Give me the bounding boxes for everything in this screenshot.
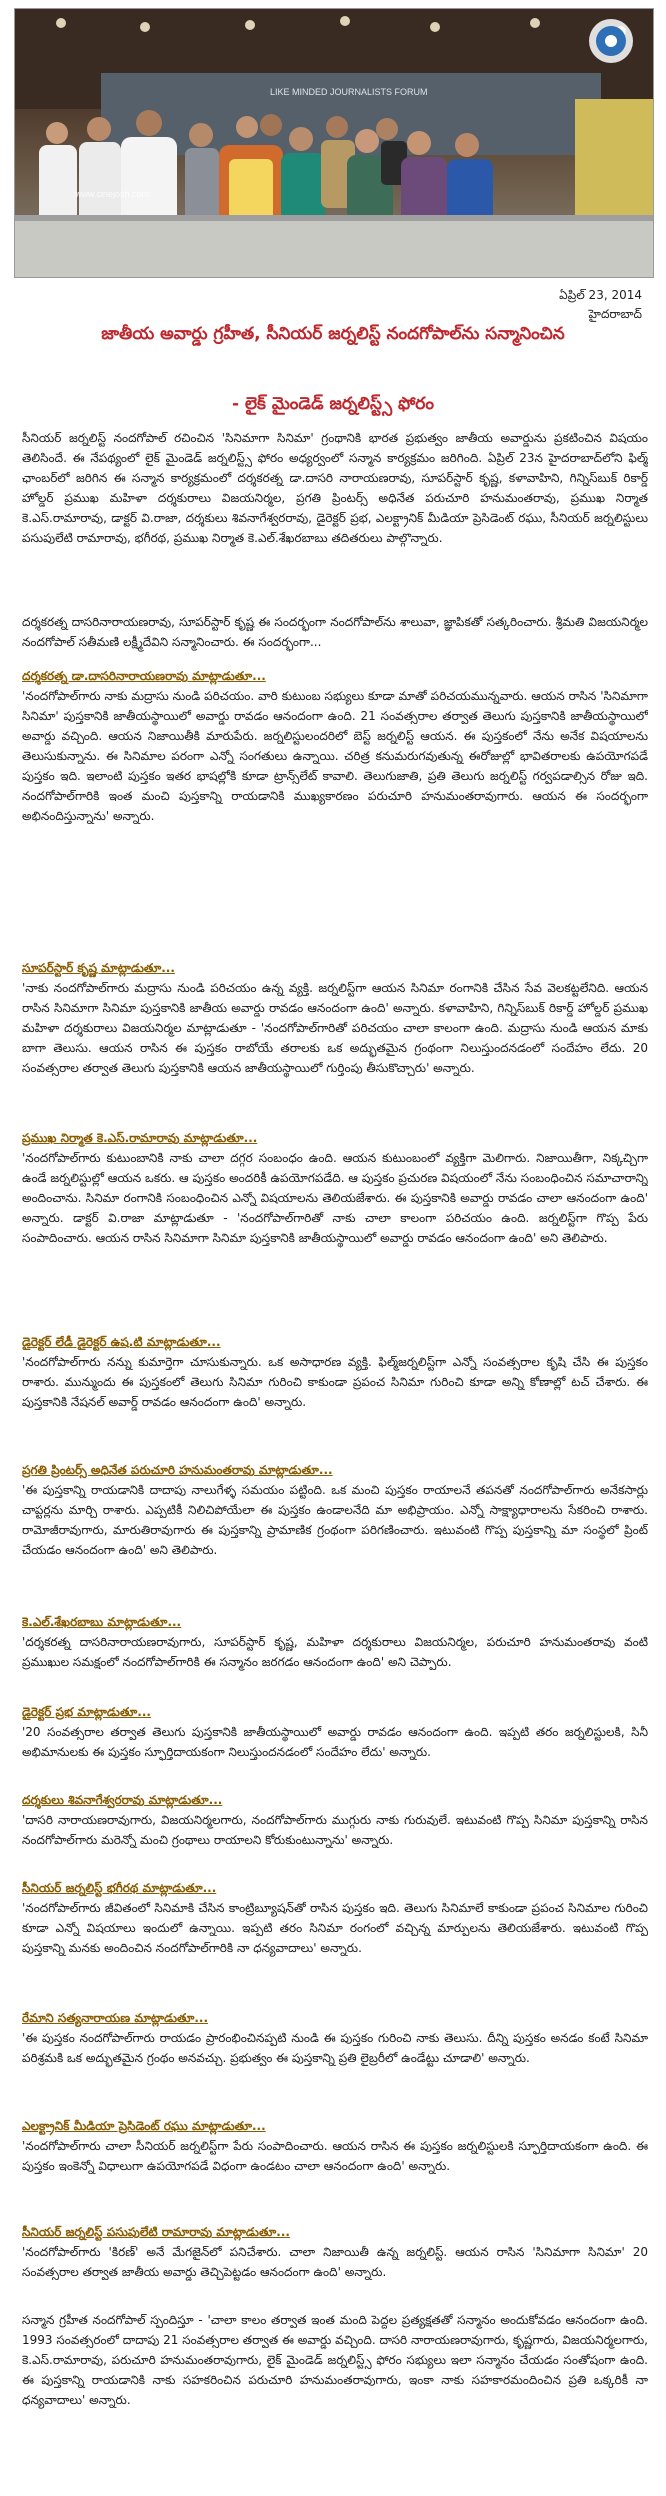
intro-paragraph: సీనియర్ జర్నలిస్ట్ నందగోపాల్ రచించిన 'సినిమాగా సినిమా' గ్రంథానికి భారత ప్రభుత్వం జాతీయ అవార్డును ప్రకటించిన విషయం తెలిసిందే. ఈ నేపథ్యంలో లైక్ మైండెడ్ జర్నలిస్ట్స్ ఫోరం అధ్యర్వంలో సన్మాన కార్యక్రమం జరిగింది. ఏప్రిల్ 23న హైదరాబాద్‌లోని ఫిల్మ్ ఛాంబర్‌లో జరిగిన ఈ సన్మాన కార్యక్రమంలో దర్శకరత్న డా.దాసరి నారాయణరావు, సూపర్‌స్టార్ కృష్ణ, కళావాహిని, గిన్నిస్‌బుక్ రికార్డ్ హోల్డర్ ప్రముఖ మహిళా దర్శకురాలు విజయనిర్మల, ప్రగతి ప్రింటర్స్ అధినేత పరుచూరి హనుమంతరావు, ప్రముఖ నిర్మాత కె.ఎస్.రామారావు, డాక్టర్ వి.రాజా, దర్శకులు శివనాగేశ్వరరావు, డైరెక్టర్ ప్రభ, ఎలక్ట్రానిక్ మీడియా ప్రెసిడెంట్ రఘు, సీనియర్ జర్నలిస్టులు పసుపులేటి రామారావు, భగీరథ, ప్రముఖ నిర్మాత కె.ఎల్.శేఖరబాబు తదితరులు పాల్గొన్నారు.	[22, 431, 648, 545]
speech-paruchuri	[22, 1460, 648, 1560]
speaker-heading: డైరెక్టర్ లేడీ డైరెక్టర్ ఉష.టి మాట్లాడుతూ...	[22, 1335, 221, 1349]
speech-paragraph: 'ఈ పుస్తకం నందగోపాల్‌గారు రాయడం ప్రారంభించినప్పటి నుండి ఈ పుస్తకం గురించి నాకు తెలుసు. దీన్ని పుస్తకం అనడం కంటే సినిమా పరిశ్రమకి ఒక అద్భుతమైన గ్రంథం అనవచ్చు. ప్రభుత్వం ఈ పుస్తకాన్ని ప్రతి లైబ్రరీలో ఉండేట్టు చూడాలి' అన్నారు.	[22, 2031, 648, 2065]
watermark-text: www.cinejosh.com	[75, 189, 150, 199]
speech-dasari	[22, 666, 648, 826]
speech-paragraph: 'నందగోపాల్‌గారు 'కిరణ్' అనే మేగజైన్‌లో పనిచేశారు. చాలా నిజాయితీ ఉన్న జర్నలిస్ట్. ఆయన రాసిన 'సినిమాగా సినిమా' 20 సంవత్సరాల తర్వాత జాతీయ అవార్డు తెచ్చిపెట్టడం ఆనందంగా ఉంది' అన్నారు.	[22, 2245, 648, 2279]
speech-paragraph: 'నందగోపాల్‌గారు నాకు మద్రాసు నుండి పరిచయం. వారి కుటుంబ సభ్యులు కూడా మాతో పరిచయమున్నవారు. ఆయన రాసిన 'సినిమాగా సినిమా' పుస్తకానికి జాతీయస్థాయిలో అవార్డు రావడం ఆనందంగా ఉంది. 21 సంవత్సరాల తర్వాత తెలుగు పుస్తకానికి జాతీయస్థాయిలో అవార్డు వచ్చింది. ఆయన నిజాయితీకి మారుపేరు. జర్నలిస్టులందరిలో బెస్ట్ జర్నలిస్ట్ ఆయన. ఈ పుస్తకంలో నేను అనేక విషయాలను తెలుసుకున్నాను. ఈ సినిమాల పరంగా ఎన్నో సంగతులు ఉన్నాయి. చరిత్ర కనుమరుగవుతున్న ఈరోజుల్లో భావితరాలకు ఉపయోగపడే పుస్తకం ఇది. ఇలాంటి పుస్తకం ఇతర భాషల్లోకి కూడా ట్రాన్స్‌లేట్ కావాలి. తెలుగుజాతి, ప్రతి తెలుగు జర్నలిస్ట్ గర్వపడాల్సిన రోజు ఇది. నందగోపాల్‌గారికి ఇంత మంచి పుస్తకాన్ని రాయడానికి ముఖ్యకారణం పరుచూరి హనుమంతరావుగారు. ఆయన ఈ సందర్భంగా అభినందిస్తున్నాను' అన్నారు.	[22, 689, 648, 823]
felicitation-paragraph: దర్శకరత్న దాసరినారాయణరావు, సూపర్‌స్టార్ కృష్ణ ఈ సందర్భంగా నందగోపాల్‌ను శాలువా, జ్ఞాపికతో సత్కరించారు. శ్రీమతి విజయనిర్మల నందగోపాల్ సతీమణి లక్ష్మీదేవిని సన్మానించారు. ఈ సందర్భంగా...	[22, 615, 648, 649]
speaker-heading: రేమాని సత్యనారాయణ మాట్లాడుతూ...	[22, 2011, 209, 2025]
speech-paragraph: 'నందగోపాల్‌గారు చాలా సీనియర్ జర్నలిస్ట్‌గా పేరు సంపాదించారు. ఆయన రాసిన ఈ పుస్తకం జర్నలిస్టులకి స్ఫూర్తిదాయకంగా ఉంది. ఈ పుస్తకం ఇంకెన్నో విధాలుగా ఉపయోగపడే విధంగా ఉండటం చాలా ఆనందంగా ఉంది' అన్నారు.	[22, 2139, 648, 2173]
speaker-heading: ప్రగతి ప్రింటర్స్ అధినేత పరుచూరి హనుమంతరావు మాట్లాడుతూ...	[22, 1463, 333, 1477]
speaker-heading: సీనియర్ జర్నలిస్ట్ భగీరథ మాట్లాడుతూ...	[22, 1881, 217, 1895]
speech-paragraph: 'నందగోపాల్‌గారు జీవితంలో సినిమాకి చేసిన కాంట్రిబ్యూషన్‌తో రాసిన పుస్తకం ఇది. తెలుగు సినిమాలే కాకుండా ప్రపంచ సినిమాల గురించి కూడా ఎన్నో విషయాలు ఇందులో ఉన్నాయి. ఇప్పటి తరం సినిమా రంగంలో వచ్చిన్న మార్పులను తెలియజేశారు. ఇటువంటి గొప్ప పుస్తకాన్ని మనకు అందించిన నందగోపాల్‌గారికి నా ధన్యవాదాలు' అన్నారు.	[22, 1901, 648, 1955]
speaker-heading: కె.ఎల్.శేఖరబాబు మాట్లాడుతూ...	[22, 1615, 182, 1629]
speech-paragraph: 'నందగోపాల్‌గారు నన్ను కుమార్తెగా చూసుకున్నారు. ఒక అసాధారణ వ్యక్తి. ఫిల్మ్‌జర్నలిస్ట్‌గా ఎన్నో సంవత్సరాల కృషి చేసి ఈ పుస్తకం రాశారు. మున్ముందు ఈ పుస్తకంలో తెలుగు సినిమా గురించి కాకుండా ప్రపంచ సినిమా గురించి కూడా అన్ని కోణాల్లో టచ్ చేశారు. ఈ పుస్తకానికి నేషనల్ అవార్డ్ రావడం ఆనందంగా ఉంది' అన్నారు.	[22, 1355, 648, 1409]
speaker-heading: దర్శకరత్న డా.దాసరినారాయణరావు మాట్లాడుతూ...	[22, 669, 266, 683]
speech-paragraph: 'ఈ పుస్తకాన్ని రాయడానికి దాదాపు నాలుగేళ్ళ సమయం పట్టింది. ఒక మంచి పుస్తకం రాయాలనే తపనతో నందగోపాల్‌గారు అనేకసార్లు చాప్టర్లను మార్చి రాశారు. ఎప్పటికీ నిలిచిపోయేలా ఈ పుస్తకం ఉండాలనేది మా అభిప్రాయం. ఎన్నో సాక్ష్యాధారాలను సేకరించి రాశారు. రామోజీరావుగారు, మారుతిరావుగారు ఈ పుస్తకాన్ని ప్రామాణిక గ్రంథంగా పరిగణించారు. ఇటువంటి గొప్ప పుస్తకాన్ని మా సంస్థలో ప్రింట్ చేయడం ఆనందంగా ఉంది' అని తెలిపారు.	[22, 1483, 648, 1557]
felicitation-group-photo	[15, 9, 653, 277]
speech-sekharababu	[22, 1612, 648, 1672]
speech-paragraph: 'దర్శకరత్న దాసరినారాయణరావుగారు, సూపర్‌స్టార్ కృష్ణ, మహిళా దర్శకురాలు విజయనిర్మల, పరుచూరి హనుమంతరావు వంటి ప్రముఖుల సమక్షంలో నందగోపాల్‌గారికి ఈ సన్మానం జరగడం ఆనందంగా ఉంది' అని చెప్పారు.	[22, 1635, 648, 1669]
speech-usha	[22, 1332, 648, 1412]
speaker-heading: ప్రముఖ నిర్మాత కె.ఎస్.రామారావు మాట్లాడుతూ...	[22, 1131, 258, 1145]
speech-paragraph: 'దాసరి నారాయణరావుగారు, విజయనిర్మలగారు, నందగోపాల్‌గారు ముగ్గురు నాకు గురువులే. ఇటువంటి గొప్ప సినిమా పుస్తకాన్ని రాసిన నందగోపాల్‌గారు మరెన్నో మంచి గ్రంథాలు రాయాలని కోరుకుంటున్నాను' అన్నారు.	[22, 1813, 648, 1847]
speech-bhagiratha	[22, 1878, 648, 1958]
speech-raghu	[22, 2116, 648, 2176]
speech-prabha	[22, 1702, 648, 1762]
speaker-heading: డైరెక్టర్ ప్రభ మాట్లాడుతూ...	[22, 1705, 151, 1719]
speaker-heading: దర్శకులు శివనాగేశ్వరరావు మాట్లాడుతూ...	[22, 1793, 223, 1807]
closing-paragraph: సన్మాన గ్రహీత నందగోపాల్ స్పందిస్తూ - 'చాలా కాలం తర్వాత ఇంత మంది పెద్దల ప్రత్యక్షతతో సన్మానం అందుకోవడం ఆనందంగా ఉంది. 1993 సంవత్సరంలో దాదాపు 21 సంవత్సరాల తర్వాత ఈ అవార్డు వచ్చింది. దాసరి నారాయణరావుగారు, కృష్ణగారు, విజయనిర్మలగారు, కె.ఎస్.రామారావు, పరుచూరి హనుమంతరావుగారు, లైక్ మైండెడ్ జర్నలిస్ట్స్ ఫోరం సభ్యులు ఇలా సన్మానం చేయడం సంతోషంగా ఉంది. ఈ పుస్తకాన్ని రాయడానికి నాకు సహకరించిన పరుచూరి హనుమంతరావుగారు, ఇంకా నాకు సహకారమందించిన ప్రతి ఒక్కరికీ నా ధన్యవాదాలు' అన్నారు.	[22, 2313, 648, 2407]
event-photo	[14, 8, 654, 278]
forum-banner-text: LIKE MINDED JOURNALISTS FORUM	[270, 87, 428, 97]
intro-block	[22, 428, 648, 548]
speech-ksramarao	[22, 1128, 648, 1248]
felicitation-block	[22, 612, 648, 652]
speech-pasupuleti	[22, 2222, 648, 2282]
speech-paragraph: '20 సంవత్సరాల తర్వాత తెలుగు పుస్తకానికి జాతీయస్థాయిలో అవార్డు రావడం ఆనందంగా ఉంది. ఇప్పటి తరం జర్నలిస్టులకి, సినీ అభిమానులకు ఈ పుస్తకం స్ఫూర్తిదాయకంగా నిలుస్తుందనడంలో సందేహం లేదు' అన్నారు.	[22, 1725, 648, 1759]
speaker-heading: సీనియర్ జర్నలిస్ట్ పసుపులేటి రామారావు మాట్లాడుతూ...	[22, 2225, 290, 2239]
article-date: ఏప్రిల్ 23, 2014	[559, 288, 642, 302]
cinejosh-logo-icon	[589, 19, 633, 63]
closing-block	[22, 2310, 648, 2410]
speech-paragraph: 'నాకు నందగోపాల్‌గారు మద్రాసు నుండి పరిచయం ఉన్న వ్యక్తి. జర్నలిస్ట్‌గా ఆయన సినిమా రంగానికి చేసిన సేవ వెలకట్టలేనిది. ఆయన రాసిన సినిమాగా సినిమా పుస్తకానికి జాతీయ అవార్డు రావడం ఆనందంగా ఉంది' అన్నారు. కళావాహిని, గిన్నిస్‌బుక్ రికార్డ్ హోల్డర్ ప్రముఖ మహిళా దర్శకురాలు విజయనిర్మల మాట్లాడుతూ - 'నందగోపాల్‌గారితో పరిచయం చాలా కాలంగా ఉంది. మద్రాసు నుండి ఆయన మాకు బాగా తెలుసు. ఆయన రాసిన ఈ పుస్తకం రాబోయే తరాలకు ఒక అద్భుతమైన గ్రంథంగా నిలుస్తుందనడంలో సందేహం లేదు. 20 సంవత్సరాల తర్వాత తెలుగు పుస్తకానికి ఆయన జాతీయస్థాయిలో గుర్తింపు తీసుకొచ్చారు' అన్నారు.	[22, 981, 648, 1075]
article-subheadline: - లైక్ మైండెడ్ జర్నలిస్ట్స్ ఫోరం	[232, 394, 434, 414]
speech-krishna	[22, 958, 648, 1078]
speech-paragraph: 'నందగోపాల్‌గారు కుటుంబానికి నాకు చాలా దగ్గర సంబంధం ఉంది. ఆయన కుటుంబంలో వ్యక్తిగా మెలిగారు. నిజాయితీగా, నిక్కచ్చిగా ఉండే జర్నలిస్టుల్లో ఆయన ఒకరు. ఆ పుస్తకం అందరికీ ఉపయోగపడేది. ఆ పుస్తకం ప్రచురణ విషయంలో నేను సంబంధించిన సమాచారాన్ని అందించాను. సినిమా రంగానికి సంబంధించిన ఎన్నో విషయాలను తెలియజేశారు. ఈ పుస్తకానికి అవార్డు రావడం చాలా ఆనందంగా ఉంది' అన్నారు. డాక్టర్ వి.రాజా మాట్లాడుతూ - 'నందగోపాల్‌గారితో నాకు చాలా కాలంగా పరిచయం ఉంది. జర్నలిస్ట్‌గా గొప్ప పేరు సంపాదించారు. ఆయన రాసిన సినిమాగా సినిమా పుస్తకానికి జాతీయస్థాయిలో అవార్డు రావడం ఆనందంగా ఉంది' అని తెలిపారు.	[22, 1151, 648, 1245]
speaker-heading: ఎలక్ట్రానిక్ మీడియా ప్రెసిడెంట్ రఘు మాట్లాడుతూ...	[22, 2119, 266, 2133]
speech-remani	[22, 2008, 648, 2068]
article-headline: జాతీయ అవార్డు గ్రహీత, సీనియర్ జర్నలిస్ట్ నందగోపాల్‌ను సన్మానించిన	[101, 324, 565, 344]
speech-sivanageswararao	[22, 1790, 648, 1850]
article-place: హైదరాబాద్	[588, 307, 642, 321]
dateline	[559, 286, 642, 324]
speaker-heading: సూపర్‌స్టార్ కృష్ణ మాట్లాడుతూ...	[22, 961, 175, 975]
